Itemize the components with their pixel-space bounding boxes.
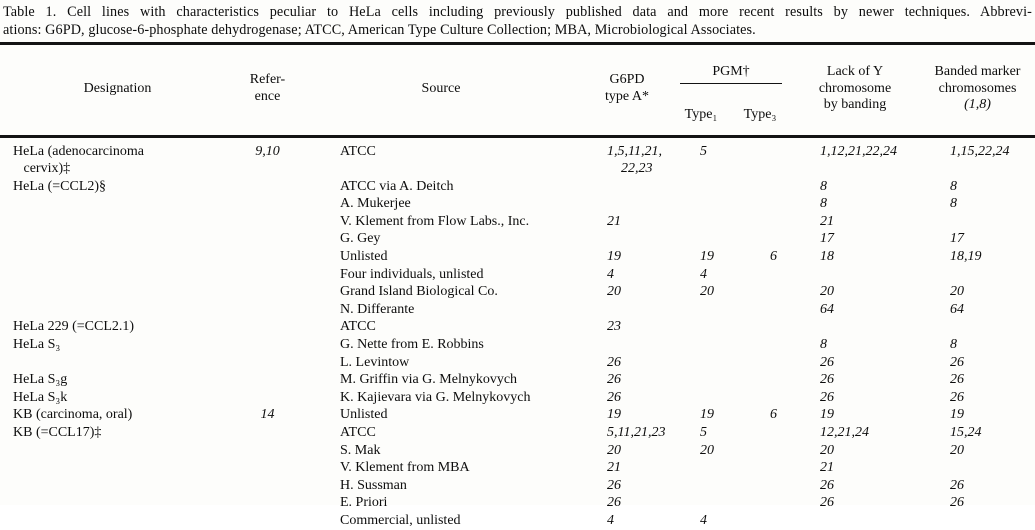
table-row xyxy=(0,178,1035,196)
pgm-type1-cell: 4 xyxy=(700,512,707,528)
pgm-type1-cell xyxy=(672,494,730,512)
g6pd-cell: 26 xyxy=(607,372,621,388)
g6pd-cell: 20 xyxy=(607,442,621,458)
g6pd-cell: 4 xyxy=(607,512,614,528)
designation-cell xyxy=(0,195,235,213)
cell-lines-table xyxy=(0,42,1035,530)
pgm-type3-cell xyxy=(730,213,790,231)
lack-y-cell: 26 xyxy=(820,354,835,370)
table-row xyxy=(0,283,1035,301)
designation-cell xyxy=(0,301,235,319)
banded-marker-cell xyxy=(920,512,1035,530)
banded-marker-cell: 19 xyxy=(950,407,965,423)
lack-y-cell: 12,21,24 xyxy=(820,425,870,440)
pgm-type1-cell: 4 xyxy=(700,266,707,282)
pgm-type3-cell xyxy=(730,389,790,407)
designation-cell: KB (carcinoma, oral) xyxy=(13,407,133,423)
pgm-type1-cell: 19 xyxy=(700,249,714,265)
table-row xyxy=(0,213,1035,231)
table-row xyxy=(0,494,1035,512)
pgm-type3-cell xyxy=(730,178,790,196)
table-row xyxy=(0,389,1035,407)
header-banded xyxy=(920,44,1035,137)
designation-cell xyxy=(0,283,235,301)
reference-cell xyxy=(235,512,300,530)
source-cell: Commercial, unlisted xyxy=(340,512,461,528)
lack-y-cell: 21 xyxy=(820,460,835,476)
table-row xyxy=(0,301,1035,319)
source-cell: V. Klement from Flow Labs., Inc. xyxy=(340,213,530,229)
g6pd-cell xyxy=(582,230,672,248)
pgm-type3-cell xyxy=(730,195,790,213)
table-row xyxy=(0,371,1035,389)
table-row xyxy=(0,354,1035,372)
header-designation: Designation xyxy=(83,80,152,96)
table-caption-line1: Table 1. Cell lines with characteristics peculiar to HeLa cells including previously published data and more recent results by newer techniques. Abbrevi- xyxy=(3,4,1032,20)
g6pd-cell xyxy=(582,336,672,354)
source-cell: ATCC via A. Deitch xyxy=(340,178,454,194)
pgm-type3-cell: 6 xyxy=(770,249,777,265)
reference-cell xyxy=(235,442,300,460)
pgm-type3-cell xyxy=(730,424,790,442)
designation-cell: HeLa (=CCL2)§ xyxy=(13,178,107,194)
reference-cell xyxy=(235,283,300,301)
table-caption-line2: ations: G6PD, glucose-6-phosphate dehydrogenase; ATCC, American Type Culture Collection; MBA, Microbiological Associates. xyxy=(3,22,756,38)
table-row xyxy=(0,477,1035,495)
pgm-type1-cell: 5 xyxy=(700,143,707,159)
table-row xyxy=(0,424,1035,442)
source-cell: S. Mak xyxy=(340,442,381,458)
header-reference: Refer- ence xyxy=(249,72,286,104)
header-pgm-type1: Type₁ xyxy=(684,107,718,123)
g6pd-cell: 26 xyxy=(607,354,621,370)
pgm-type1-cell xyxy=(672,230,730,248)
designation-cell xyxy=(0,230,235,248)
source-cell: K. Kajievara via G. Melnykovych xyxy=(340,389,531,405)
designation-cell xyxy=(0,459,235,477)
source-cell: Unlisted xyxy=(340,407,388,423)
banded-marker-cell: 1,15,22,24 xyxy=(950,143,1010,159)
lack-y-cell: 18 xyxy=(820,249,835,265)
pgm-type3-cell xyxy=(730,230,790,248)
lack-y-cell xyxy=(790,512,920,530)
pgm-type3-cell xyxy=(730,301,790,319)
source-cell: ATCC xyxy=(340,143,376,159)
banded-marker-cell: 8 xyxy=(950,178,958,194)
reference-cell xyxy=(235,301,300,319)
pgm-type1-cell xyxy=(672,354,730,372)
banded-marker-cell: 20 xyxy=(950,442,965,458)
lack-y-cell: 19 xyxy=(820,407,835,423)
banded-marker-cell: 26 xyxy=(950,372,965,388)
source-cell: Unlisted xyxy=(340,249,388,265)
header-g6pd: G6PD type A* xyxy=(605,72,649,104)
reference-cell xyxy=(235,389,300,407)
reference-cell: 14 xyxy=(260,407,275,423)
header-banded-main: Banded marker chromosomes xyxy=(934,64,1021,96)
reference-cell xyxy=(235,318,300,336)
reference-cell xyxy=(235,195,300,213)
g6pd-cell: 1,5,11,21, 22,23 xyxy=(607,143,662,177)
table-row xyxy=(0,442,1035,460)
banded-marker-cell xyxy=(920,266,1035,284)
header-pgm-type3: Type₃ xyxy=(743,107,777,123)
pgm-type3-cell xyxy=(730,283,790,301)
banded-marker-cell: 20 xyxy=(950,284,965,300)
pgm-type3-cell xyxy=(730,336,790,354)
lack-y-cell: 26 xyxy=(820,389,835,405)
header-source: Source xyxy=(421,80,461,96)
pgm-type1-cell: 20 xyxy=(700,284,714,300)
lack-y-cell: 8 xyxy=(820,337,828,353)
banded-marker-cell: 26 xyxy=(950,477,965,493)
header-pgm xyxy=(672,44,790,101)
source-cell: E. Priori xyxy=(340,495,388,511)
lack-y-cell: 20 xyxy=(820,284,835,300)
g6pd-cell: 5,11,21,23 xyxy=(607,425,666,440)
table-row xyxy=(0,136,1035,178)
banded-marker-cell: 26 xyxy=(950,389,965,405)
source-cell: H. Sussman xyxy=(340,477,407,493)
g6pd-cell: 26 xyxy=(607,495,621,511)
header-lack-y: Lack of Y chromosome by banding xyxy=(818,64,892,112)
g6pd-cell: 20 xyxy=(607,284,621,300)
banded-marker-cell: 64 xyxy=(950,301,965,317)
lack-y-cell: 21 xyxy=(820,213,835,229)
designation-cell xyxy=(0,266,235,284)
pgm-type1-cell xyxy=(672,389,730,407)
source-cell: Grand Island Biological Co. xyxy=(340,284,498,300)
pgm-type1-cell xyxy=(672,318,730,336)
g6pd-cell xyxy=(582,178,672,196)
designation-cell: HeLa S₃g xyxy=(13,372,68,388)
pgm-type1-cell: 19 xyxy=(700,407,714,423)
lack-y-cell: 64 xyxy=(820,301,835,317)
reference-cell xyxy=(235,248,300,266)
lack-y-cell: 8 xyxy=(820,196,828,212)
banded-marker-cell: 26 xyxy=(950,354,965,370)
table-row xyxy=(0,248,1035,266)
pgm-type1-cell xyxy=(672,213,730,231)
lack-y-cell: 8 xyxy=(820,178,828,194)
source-cell: M. Griffin via G. Melnykovych xyxy=(340,372,518,388)
designation-cell xyxy=(0,213,235,231)
reference-cell: 9,10 xyxy=(255,143,280,159)
table-row xyxy=(0,195,1035,213)
g6pd-cell: 4 xyxy=(607,266,614,282)
pgm-type3-cell xyxy=(730,318,790,336)
source-cell: G. Nette from E. Robbins xyxy=(340,337,484,353)
banded-marker-cell xyxy=(920,318,1035,336)
pgm-type1-cell: 5 xyxy=(700,425,707,440)
reference-cell xyxy=(235,371,300,389)
source-cell: N. Differante xyxy=(340,301,415,317)
lack-y-cell: 1,12,21,22,24 xyxy=(820,143,898,159)
pgm-type3-cell xyxy=(730,354,790,372)
pgm-type1-cell xyxy=(672,459,730,477)
pgm-type3-cell xyxy=(730,442,790,460)
designation-cell: HeLa S₃ xyxy=(13,337,61,353)
pgm-type3-cell xyxy=(730,266,790,284)
lack-y-cell xyxy=(790,318,920,336)
g6pd-cell: 19 xyxy=(607,407,621,423)
reference-cell xyxy=(235,477,300,495)
pgm-type1-cell xyxy=(672,178,730,196)
lack-y-cell: 26 xyxy=(820,495,835,511)
pgm-type1-cell xyxy=(672,371,730,389)
pgm-type1-cell xyxy=(672,336,730,354)
table-row xyxy=(0,336,1035,354)
source-cell: G. Gey xyxy=(340,231,381,247)
table-body xyxy=(0,136,1035,530)
pgm-type1-cell: 20 xyxy=(700,442,714,458)
lack-y-cell: 20 xyxy=(820,442,835,458)
reference-cell xyxy=(235,266,300,284)
designation-cell: HeLa (adenocarcinoma cervix)‡ xyxy=(13,143,144,177)
table-row xyxy=(0,230,1035,248)
pgm-type3-cell: 6 xyxy=(770,407,777,423)
designation-cell xyxy=(0,512,235,530)
banded-marker-cell: 17 xyxy=(950,231,965,247)
designation-cell: HeLa S₃k xyxy=(13,389,68,405)
designation-cell xyxy=(0,477,235,495)
source-cell: V. Klement from MBA xyxy=(340,460,470,476)
table-row xyxy=(0,512,1035,530)
g6pd-cell: 21 xyxy=(607,213,621,229)
table-header xyxy=(0,44,1035,137)
pgm-type1-cell xyxy=(672,301,730,319)
banded-marker-cell xyxy=(920,213,1035,231)
g6pd-cell: 26 xyxy=(607,389,621,405)
lack-y-cell: 17 xyxy=(820,231,835,247)
reference-cell xyxy=(235,494,300,512)
banded-marker-cell: 26 xyxy=(950,495,965,511)
table-row xyxy=(0,406,1035,424)
source-cell: A. Mukerjee xyxy=(340,196,411,212)
reference-cell xyxy=(235,424,300,442)
table-row xyxy=(0,459,1035,477)
banded-marker-cell: 15,24 xyxy=(950,425,982,440)
lack-y-cell xyxy=(790,266,920,284)
reference-cell xyxy=(235,354,300,372)
g6pd-cell: 19 xyxy=(607,249,621,265)
source-cell: Four individuals, unlisted xyxy=(340,266,484,282)
header-banded-ref: (1,8) xyxy=(964,97,991,112)
pgm-type1-cell xyxy=(672,195,730,213)
table-caption xyxy=(3,3,1032,39)
reference-cell xyxy=(235,230,300,248)
source-cell: ATCC xyxy=(340,425,376,440)
pgm-type3-cell xyxy=(730,512,790,530)
pgm-type3-cell xyxy=(730,136,790,178)
g6pd-cell xyxy=(582,301,672,319)
pgm-type3-cell xyxy=(730,494,790,512)
source-cell: L. Levintow xyxy=(340,354,410,370)
reference-cell xyxy=(235,213,300,231)
g6pd-cell xyxy=(582,195,672,213)
table-row xyxy=(0,318,1035,336)
banded-marker-cell: 8 xyxy=(950,337,958,353)
designation-cell: HeLa 229 (=CCL2.1) xyxy=(13,319,135,335)
reference-cell xyxy=(235,178,300,196)
banded-marker-cell xyxy=(920,459,1035,477)
designation-cell xyxy=(0,354,235,372)
g6pd-cell: 21 xyxy=(607,460,621,476)
banded-marker-cell: 18,19 xyxy=(950,249,982,265)
g6pd-cell: 26 xyxy=(607,477,621,493)
pgm-type3-cell xyxy=(730,371,790,389)
pgm-type1-cell xyxy=(672,477,730,495)
g6pd-cell: 23 xyxy=(607,319,621,335)
source-cell: ATCC xyxy=(340,319,376,335)
reference-cell xyxy=(235,336,300,354)
header-pgm-label: PGM† xyxy=(680,64,782,85)
designation-cell: KB (=CCL17)‡ xyxy=(13,425,102,440)
table-row xyxy=(0,266,1035,284)
designation-cell xyxy=(0,494,235,512)
banded-marker-cell: 8 xyxy=(950,196,958,212)
pgm-type3-cell xyxy=(730,459,790,477)
lack-y-cell: 26 xyxy=(820,477,835,493)
reference-cell xyxy=(235,459,300,477)
designation-cell xyxy=(0,248,235,266)
designation-cell xyxy=(0,442,235,460)
pgm-type3-cell xyxy=(730,477,790,495)
lack-y-cell: 26 xyxy=(820,372,835,388)
